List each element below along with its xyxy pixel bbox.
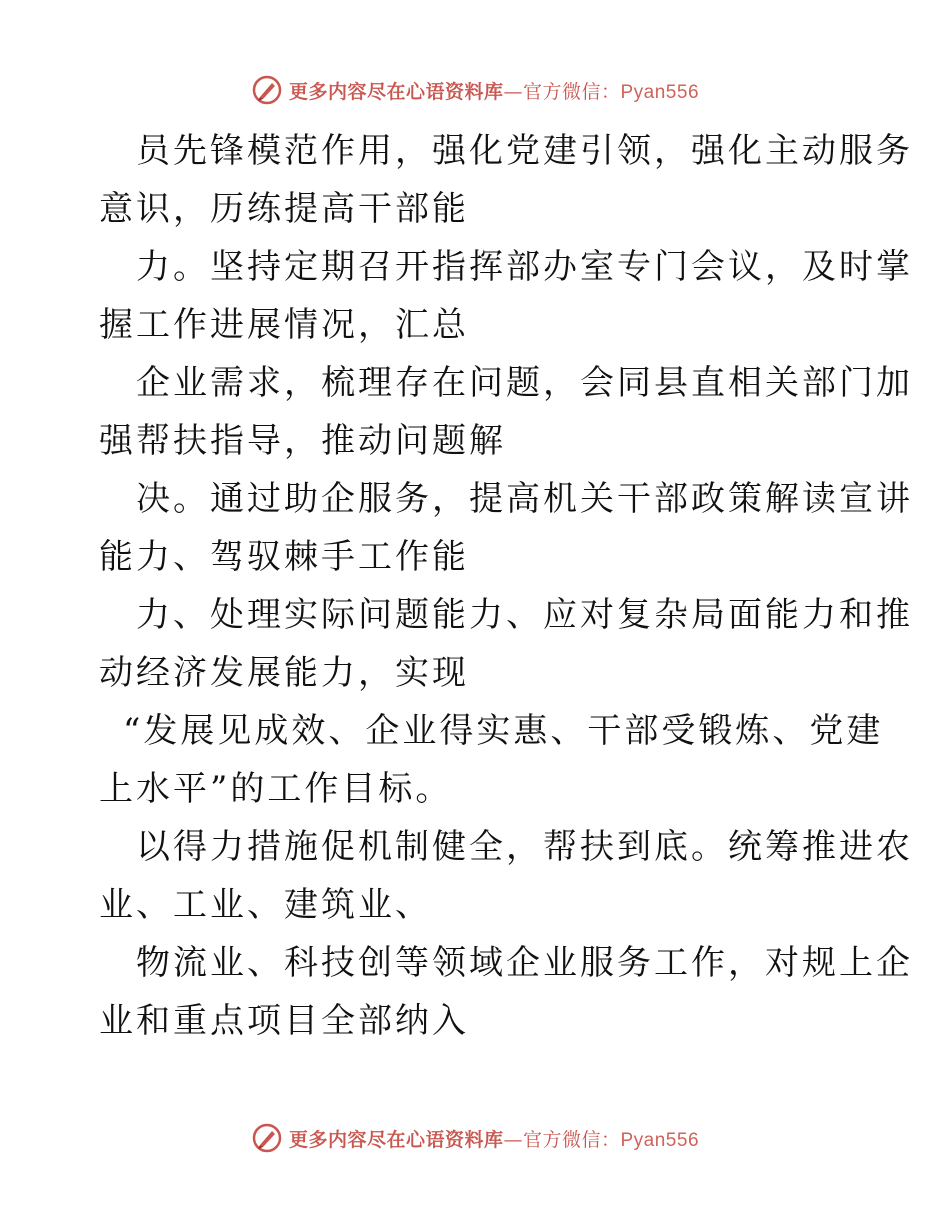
body-line: 能力、驾驭棘手工作能 (99, 537, 469, 577)
body-line: 握工作进展情况，汇总 (99, 305, 469, 345)
body-line: 企业需求，梳理存在问题，会同县直相关部门加 (136, 363, 913, 403)
footer-wechat-label: 官方微信： (522, 1128, 621, 1151)
body-line: 业和重点项目全部纳入 (99, 1001, 469, 1041)
body-line: 决。通过助企服务，提高机关干部政策解读宣讲 (136, 479, 913, 519)
header-banner (0, 70, 950, 110)
body-line: 业、工业、建筑业、 (99, 885, 432, 925)
body-line: 以得力措施促机制健全，帮扶到底。统筹推进农 (136, 827, 913, 867)
header-separator: — (503, 80, 523, 103)
body-line: 意识，历练提高干部能 (99, 189, 469, 229)
header-brand: 更多内容尽在心语资料库 (288, 80, 504, 103)
footer-separator: — (503, 1128, 523, 1151)
body-line: 动经济发展能力，实现 (99, 653, 469, 693)
body-line: 上水平”的工作目标。 (99, 769, 453, 809)
body-line: 力、处理实际问题能力、应对复杂局面能力和推 (136, 595, 913, 635)
header-handle: Pyan556 (620, 81, 700, 103)
footer-handle: Pyan556 (620, 1129, 700, 1151)
document-body (99, 122, 913, 1050)
footer-banner (0, 1118, 950, 1158)
body-line: 物流业、科技创等领域企业服务工作，对规上企 (136, 943, 913, 983)
footer-watermark-text (289, 1125, 699, 1152)
body-line: “发展见成效、企业得实惠、干部受锻炼、党建 (123, 711, 884, 751)
body-line: 强帮扶指导，推动问题解 (99, 421, 506, 461)
header-wechat-label: 官方微信： (522, 80, 621, 103)
footer-brand: 更多内容尽在心语资料库 (288, 1128, 504, 1151)
body-line: 员先锋模范作用，强化党建引领，强化主动服务 (136, 131, 913, 171)
quill-seal-icon (251, 74, 283, 106)
body-line: 力。坚持定期召开指挥部办室专门会议，及时掌 (136, 247, 913, 287)
quill-seal-icon (251, 1122, 283, 1154)
header-watermark-text (289, 77, 699, 104)
